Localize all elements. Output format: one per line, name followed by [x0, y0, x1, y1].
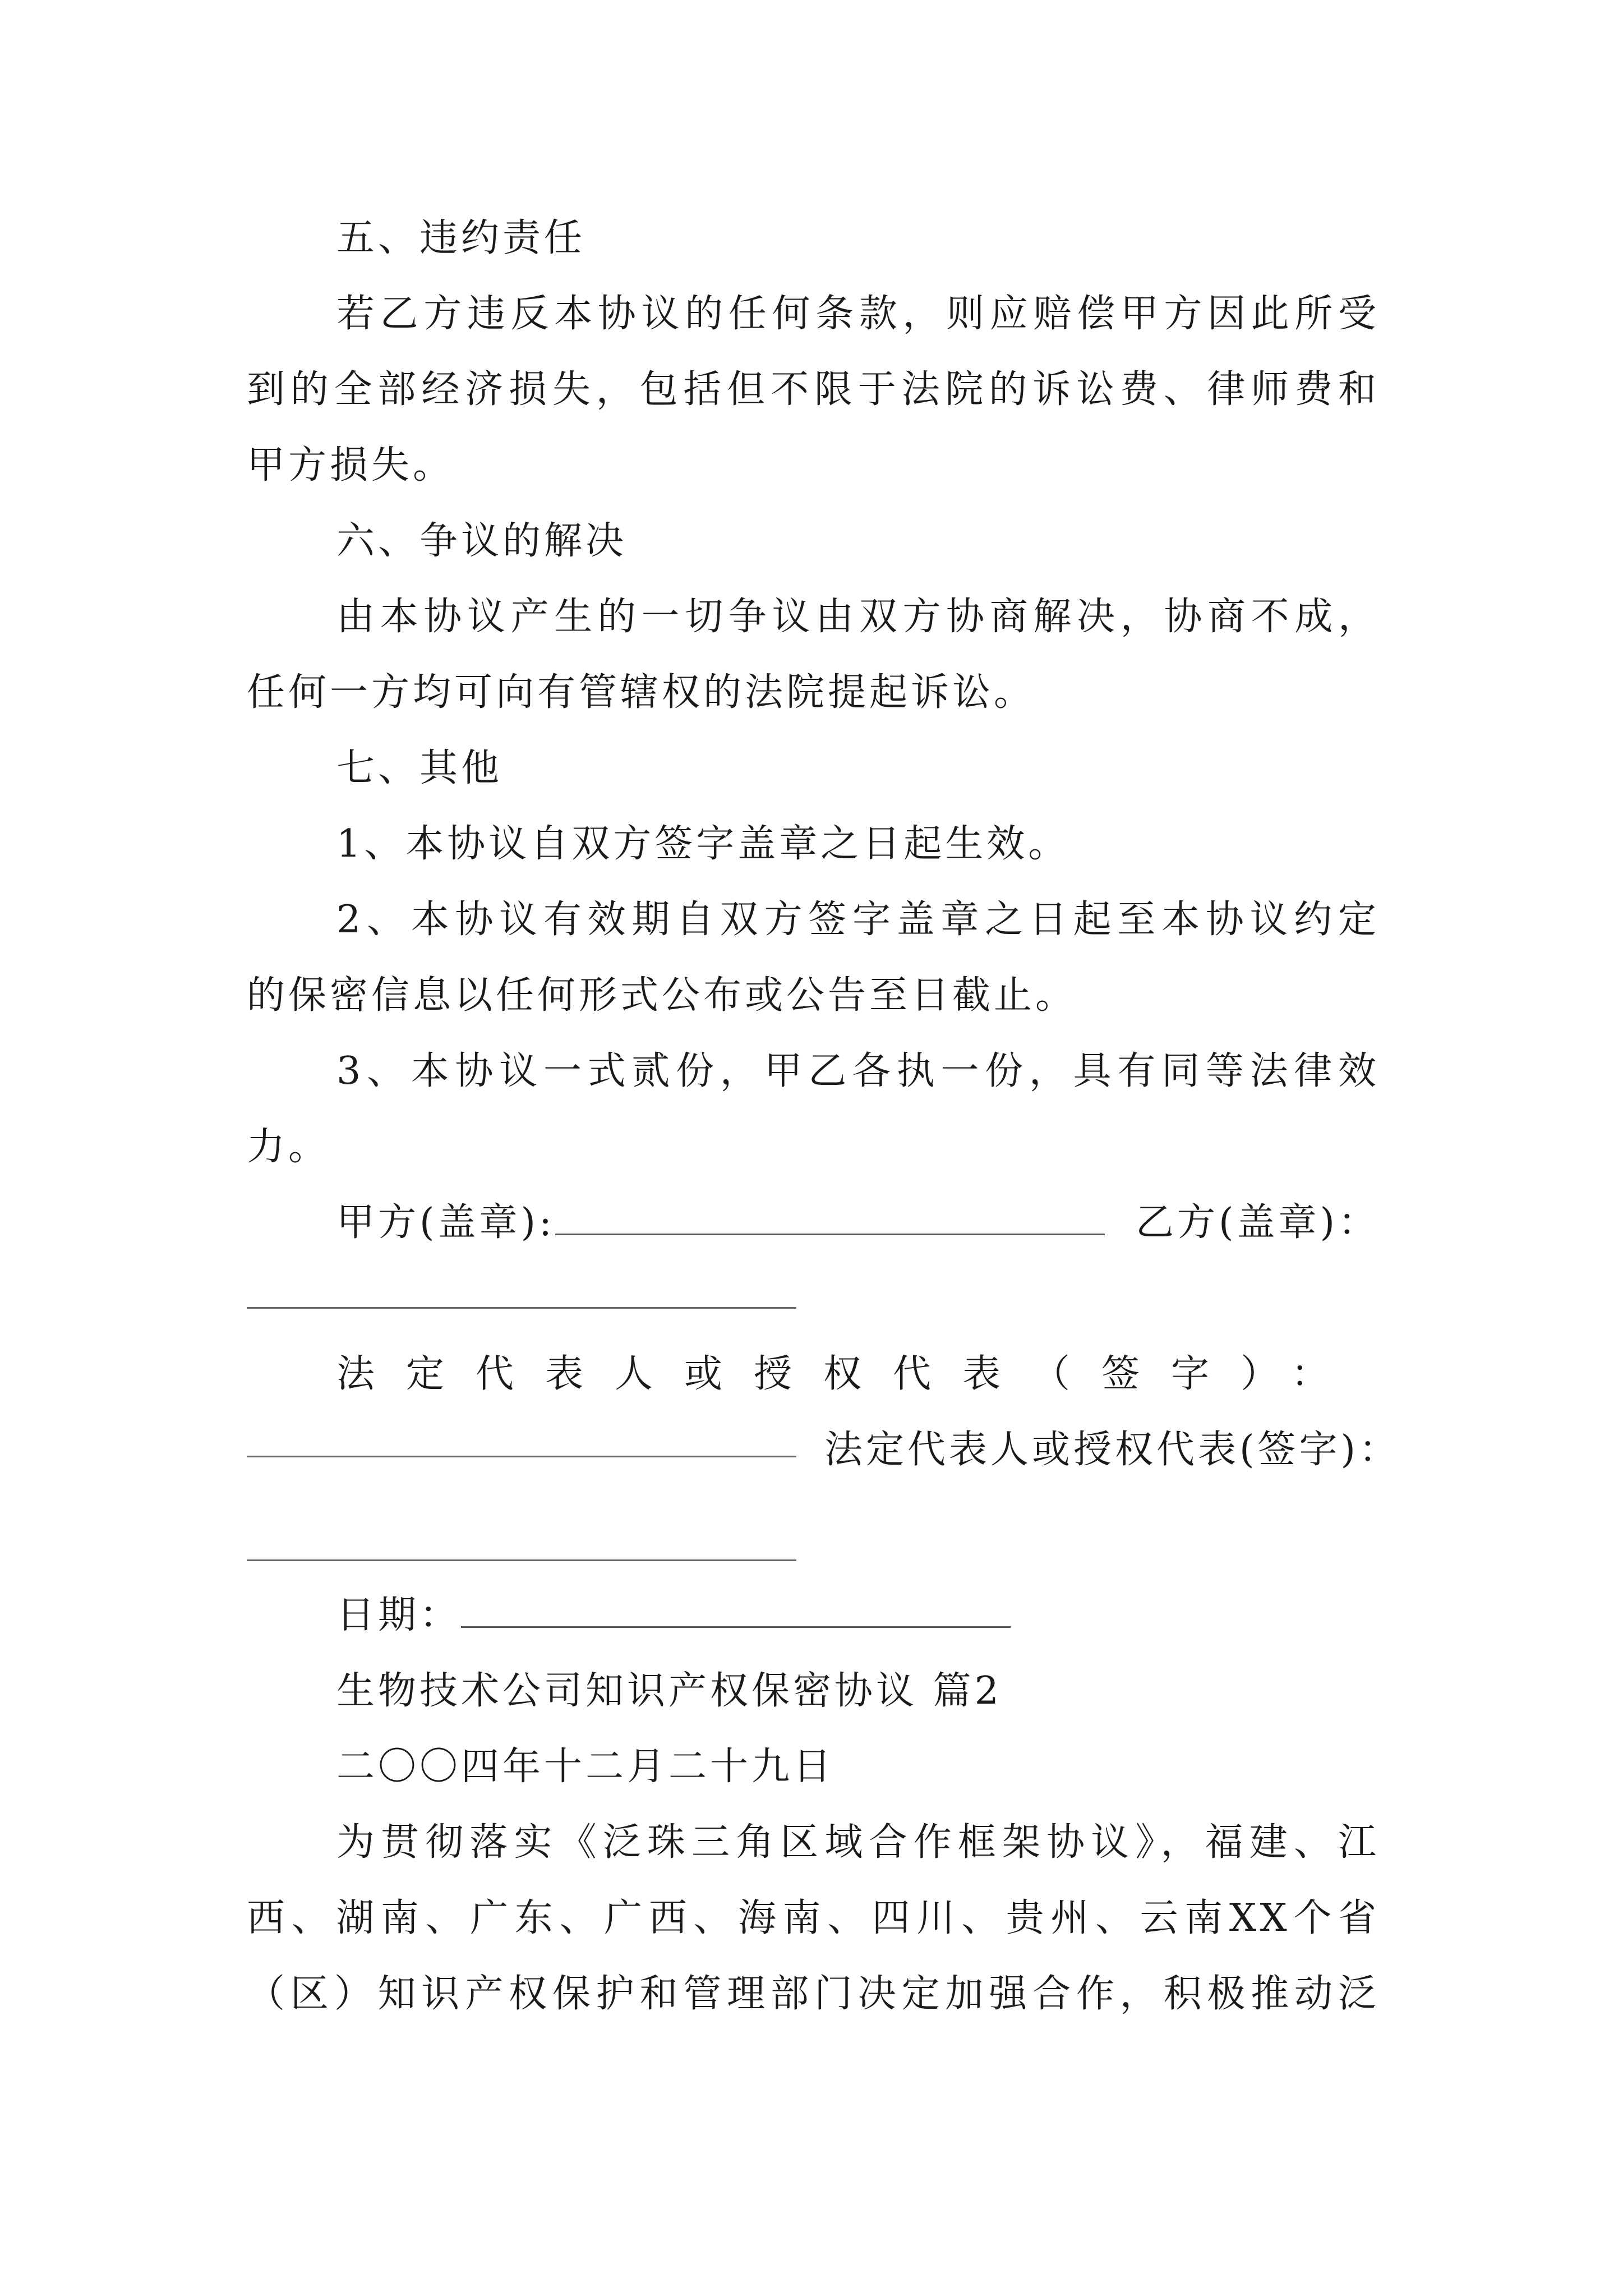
paragraph-line: 由本协议产生的一切争议由双方协商解决，协商不成，: [336, 595, 1380, 639]
party-b-rep-label: 法定代表人或授权代表(签字)：: [824, 1428, 1401, 1472]
signature-row-seal: [336, 1198, 1380, 1248]
section-heading-breach: 五、违约责任: [336, 216, 586, 260]
party-a-rep-blank: [247, 1456, 796, 1457]
paragraph-line: 西、湖南、广东、广西、海南、四川、贵州、云南XX个省: [247, 1896, 1380, 1940]
paragraph-line: 力。: [247, 1125, 330, 1169]
section-heading-dispute: 六、争议的解决: [336, 519, 628, 563]
party-b-seal-blank: [247, 1307, 796, 1309]
section-title-part2: 生物技术公司知识产权保密协议 篇2: [336, 1669, 1002, 1713]
document-date: 二〇〇四年十二月二十九日: [336, 1745, 835, 1789]
paragraph-line: 到的全部经济损失，包括但不限于法院的诉讼费、律师费和: [247, 367, 1380, 412]
list-item: 1、本协议自双方签字盖章之日起生效。: [336, 822, 1070, 866]
paragraph-line: 若乙方违反本协议的任何条款，则应赔偿甲方因此所受: [336, 292, 1380, 336]
party-b-seal-label: 乙方(盖章)：: [1135, 1200, 1380, 1245]
list-item: 3、本协议一式贰份，甲乙各执一份，具有同等法律效: [336, 1049, 1380, 1093]
date-label: 日期：: [336, 1593, 462, 1637]
paragraph-line: （区）知识产权保护和管理部门决定加强合作，积极推动泛: [247, 1972, 1380, 2016]
paragraph-line: 为贯彻落实《泛珠三角区域合作框架协议》，福建、江: [336, 1820, 1380, 1865]
party-a-rep-label: 法定代表人或授权代表（签字）：: [336, 1352, 1361, 1396]
section-heading-other: 七、其他: [336, 746, 503, 790]
party-b-rep-blank: [247, 1559, 796, 1561]
paragraph-line: 任何一方均可向有管辖权的法院提起诉讼。: [247, 670, 1036, 715]
date-row: [336, 1590, 1011, 1641]
paragraph-line: 甲方损失。: [247, 443, 455, 487]
list-item: 2、本协议有效期自双方签字盖章之日起至本协议约定: [336, 898, 1380, 942]
paragraph-line: 的保密信息以任何形式公布或公告至日截止。: [247, 973, 1077, 1018]
date-blank: [461, 1591, 1011, 1628]
party-a-seal-blank: [555, 1199, 1105, 1235]
party-a-seal-label: 甲方(盖章):: [336, 1200, 555, 1245]
